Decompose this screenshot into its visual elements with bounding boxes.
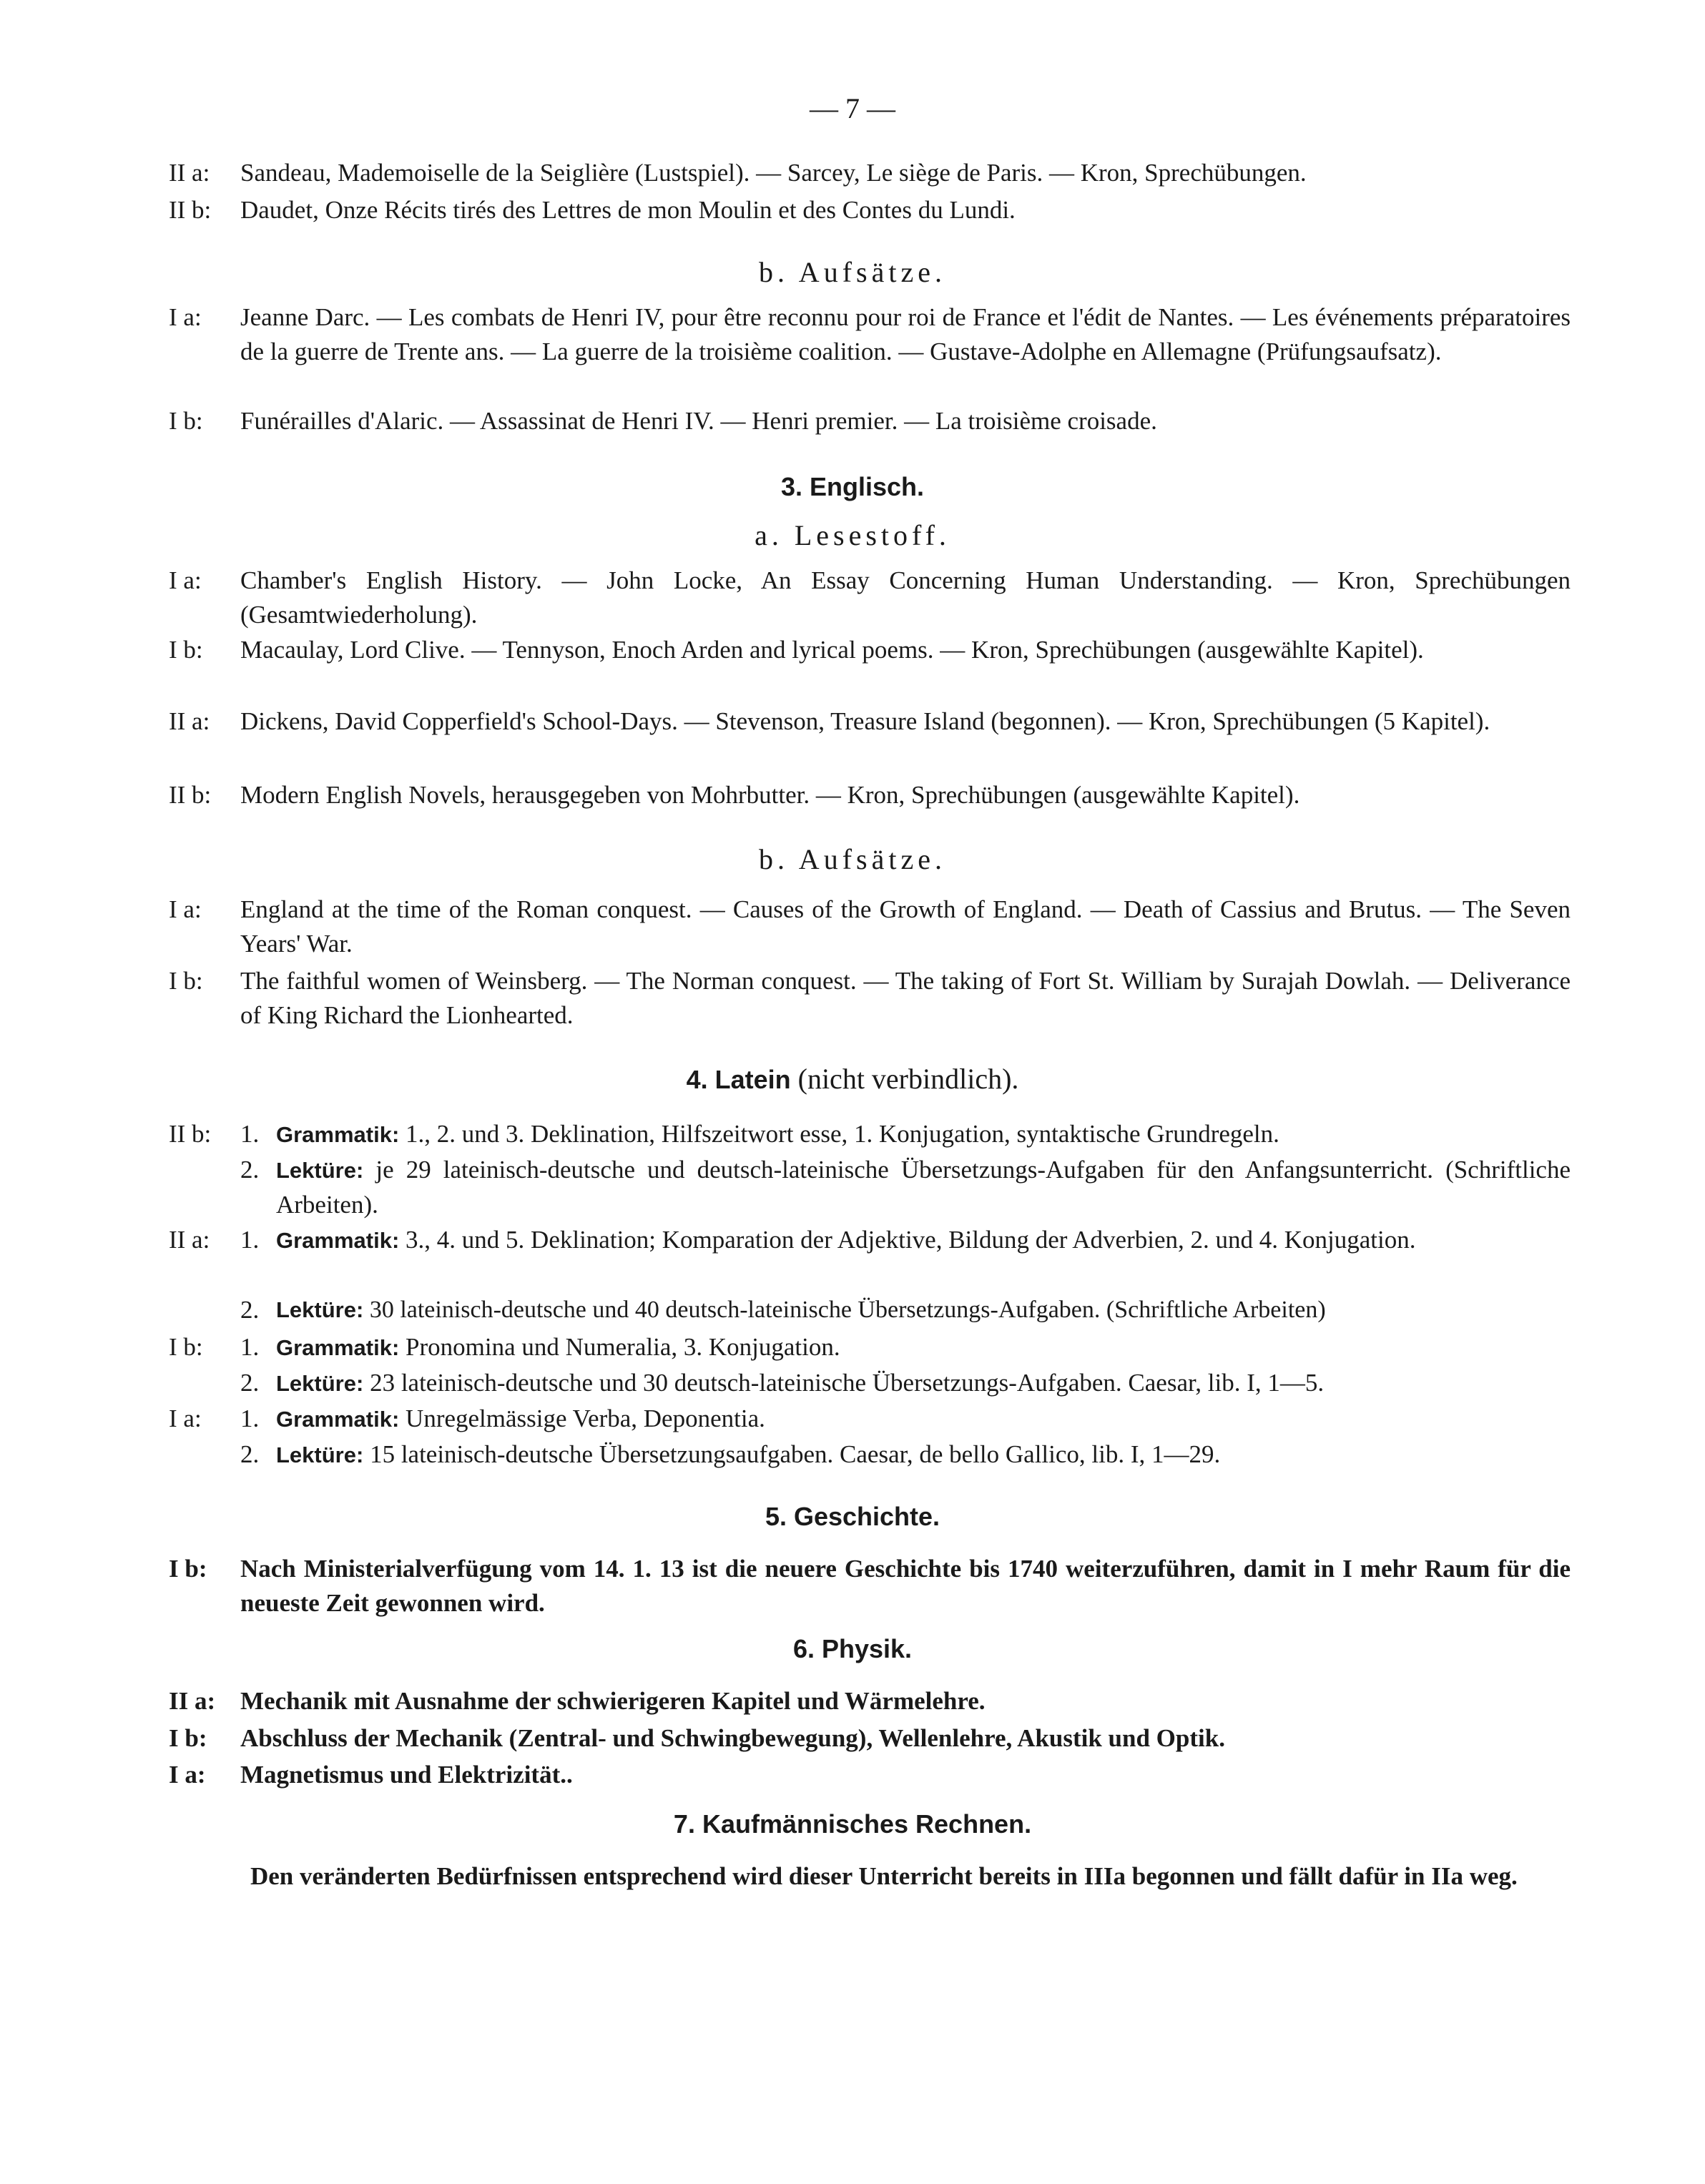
entry-text xyxy=(276,1402,1571,1437)
entry-text xyxy=(276,1117,1571,1152)
class-label: I a: xyxy=(169,1761,206,1789)
entry-text xyxy=(276,1437,1571,1472)
keyword: Grammatik: xyxy=(276,1122,400,1147)
section-heading-physik: 6. Physik. xyxy=(792,1634,913,1663)
entry-text: Dickens, David Copperfield's School-Days. — Stevenson, Treasure Island (begonnen). — Kron, Sprechübungen (5 Kapitel). xyxy=(240,707,1490,735)
keyword: Lektüre: xyxy=(276,1158,364,1183)
class-label: II a: xyxy=(169,159,210,187)
entry-text: The faithful women of Weinsberg. — The Norman conquest. — The taking of Fort St. William by Surajah Dowlah. — Deliverance of King Richard the Lionhearted. xyxy=(240,967,1571,1029)
item-number: 2. xyxy=(240,1440,260,1468)
entry-body: Unregelmässige Verba, Deponentia. xyxy=(406,1405,765,1432)
class-label: I b: xyxy=(169,967,203,995)
item-number: 2. xyxy=(240,1296,260,1324)
keyword: Lektüre: xyxy=(276,1442,364,1467)
entry-text xyxy=(276,1330,1571,1365)
page-number: — 7 — xyxy=(810,92,895,124)
class-label: II b: xyxy=(169,781,212,809)
entry-body: Pronomina und Numeralia, 3. Konjugation. xyxy=(406,1333,840,1361)
section-heading-num: 4. Latein xyxy=(686,1065,791,1094)
item-number: 1. xyxy=(240,1333,260,1361)
entry-text xyxy=(276,1223,1571,1258)
entry-text: Magnetismus und Elektrizität.. xyxy=(240,1761,573,1789)
class-label: I b: xyxy=(169,1724,207,1752)
entry-text xyxy=(276,1366,1571,1401)
entry-body: 1., 2. und 3. Deklination, Hilfszeitwort esse, 1. Konjugation, syntaktische Grundregeln. xyxy=(406,1120,1279,1148)
entry-text: Mechanik mit Ausnahme der schwierigeren Kapitel und Wärmelehre. xyxy=(240,1687,986,1715)
subsection-heading: b. Aufsätze. xyxy=(759,256,946,288)
entry-text: Sandeau, Mademoiselle de la Seiglière (Lustspiel). — Sarcey, Le siège de Paris. — Kron, Sprechübungen. xyxy=(240,159,1307,187)
class-label: II a: xyxy=(169,1687,216,1715)
class-label: II b: xyxy=(169,1120,212,1148)
class-label: II a: xyxy=(169,1226,210,1254)
section-heading-note: (nicht verbindlich). xyxy=(797,1063,1019,1095)
subsection-heading: a. Lesestoff. xyxy=(755,519,950,551)
entry-text: Macaulay, Lord Clive. — Tennyson, Enoch Arden and lyrical poems. — Kron, Sprechübungen (ausgewählte Kapitel). xyxy=(240,636,1424,664)
item-number: 2. xyxy=(240,1369,260,1397)
paragraph: Den veränderten Bedürfnissen entsprechend wird dieser Unterricht bereits in IIIa begonnen und fällt dafür in IIa weg. xyxy=(250,1862,1518,1890)
entry-text: Nach Ministerialverfügung vom 14. 1. 13 ist die neuere Geschichte bis 1740 weiterzuführen, damit in I mehr Raum für die neueste Zeit gewonnen wird. xyxy=(240,1555,1571,1617)
entry-text: Abschluss der Mechanik (Zentral- und Schwingbewegung), Wellenlehre, Akustik und Optik. xyxy=(240,1724,1225,1752)
section-heading-englisch: 3. Englisch. xyxy=(780,472,925,501)
class-label: I a: xyxy=(169,895,202,923)
class-label: I b: xyxy=(169,1333,203,1361)
entry-text: England at the time of the Roman conquest. — Causes of the Growth of England. — Death of Cassius and Brutus. — The Seven Years' War. xyxy=(240,895,1571,958)
entry-body: 3., 4. und 5. Deklination; Komparation der Adjektive, Bildung der Adverbien, 2. und 4. Konjugation. xyxy=(406,1226,1416,1254)
keyword: Grammatik: xyxy=(276,1335,400,1360)
entry-body: je 29 lateinisch-deutsche und deutsch-lateinische Übersetzungs-Aufgaben für den Anfangsunterricht. (Schriftliche Arbeiten). xyxy=(276,1156,1571,1219)
entry-text: Jeanne Darc. — Les combats de Henri IV, pour être reconnu pour roi de France et l'édit de Nantes. — Les événements préparatoires de la guerre de Trente ans. — La guerre de la troisième coalition. — Gustave-Adolphe en Allemagne (Prüfungsaufsatz). xyxy=(240,303,1571,365)
keyword: Lektüre: xyxy=(276,1371,364,1396)
keyword: Grammatik: xyxy=(276,1407,400,1432)
section-heading-kaufmaennisch: 7. Kaufmännisches Rechnen. xyxy=(673,1809,1032,1839)
item-number: 2. xyxy=(240,1156,260,1184)
entry-text xyxy=(276,1293,1571,1327)
item-number: 1. xyxy=(240,1226,260,1254)
class-label: I a: xyxy=(169,1405,202,1432)
section-heading-latein xyxy=(0,1062,1705,1096)
item-number: 1. xyxy=(240,1120,260,1148)
class-label: II b: xyxy=(169,196,212,224)
entry-body: 23 lateinisch-deutsche und 30 deutsch-lateinische Übersetzungs-Aufgaben. Caesar, lib. I, 1—5. xyxy=(370,1369,1325,1397)
keyword: Grammatik: xyxy=(276,1228,400,1253)
entry-text xyxy=(276,1153,1571,1222)
entry-text: Modern English Novels, herausgegeben von Mohrbutter. — Kron, Sprechübungen (ausgewählte Kapitel). xyxy=(240,781,1300,809)
entry-text: Daudet, Onze Récits tirés des Lettres de mon Moulin et des Contes du Lundi. xyxy=(240,196,1016,224)
entry-text: Chamber's English History. — John Locke, An Essay Concerning Human Understanding. — Kron, Sprechübungen (Gesamtwiederholung). xyxy=(240,566,1571,629)
class-label: I a: xyxy=(169,303,202,331)
entry-body: 15 lateinisch-deutsche Übersetzungsaufgaben. Caesar, de bello Gallico, lib. I, 1—29. xyxy=(370,1440,1221,1468)
class-label: I b: xyxy=(169,407,203,435)
class-label: I b: xyxy=(169,1555,207,1583)
keyword: Lektüre: xyxy=(276,1297,364,1322)
class-label: I a: xyxy=(169,566,202,594)
class-label: I b: xyxy=(169,636,203,664)
subsection-heading: b. Aufsätze. xyxy=(759,843,946,875)
entry-text: Funérailles d'Alaric. — Assassinat de Henri IV. — Henri premier. — La troisième croisade. xyxy=(240,407,1157,435)
section-heading-geschichte: 5. Geschichte. xyxy=(765,1502,940,1531)
class-label: II a: xyxy=(169,707,210,735)
entry-body: 30 lateinisch-deutsche und 40 deutsch-lateinische Übersetzungs-Aufgaben. (Schriftliche Arbeiten) xyxy=(369,1297,1326,1323)
item-number: 1. xyxy=(240,1405,260,1432)
